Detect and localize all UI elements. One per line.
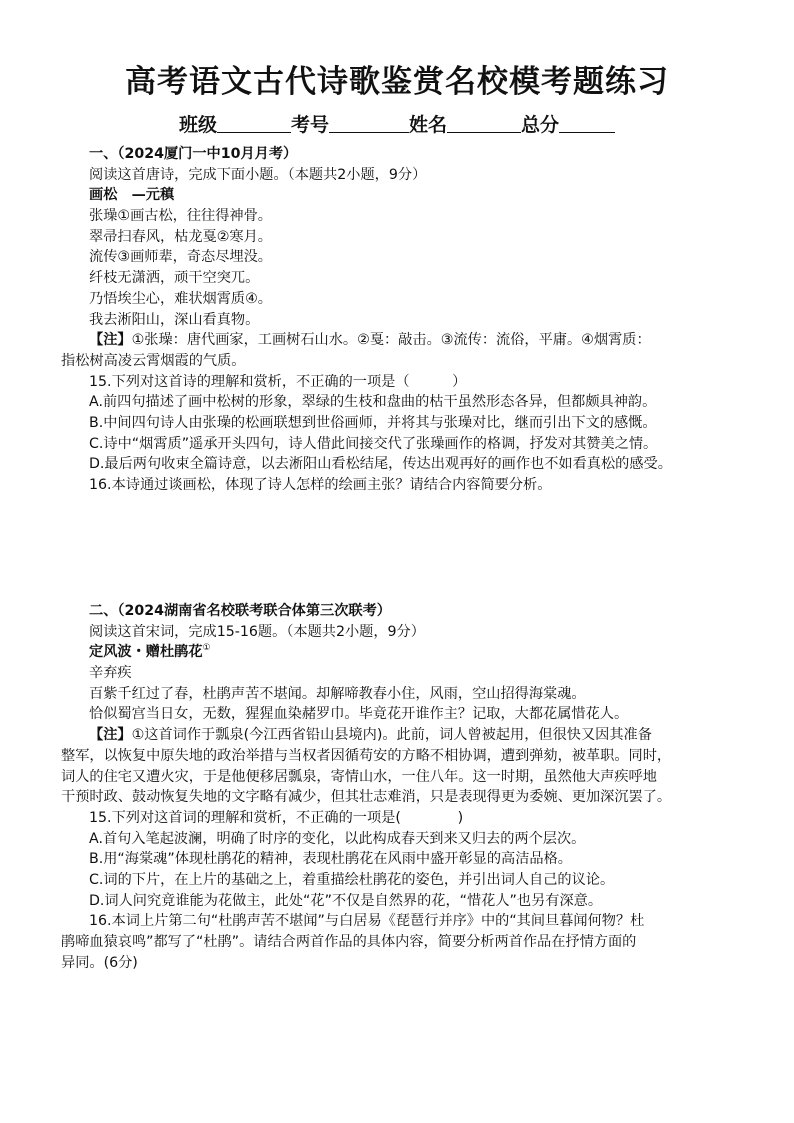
- note-text: ①张璪：唐代画家，工画树石山水。②戛：敲击。③流传：流俗，平庸。④烟霄质：: [131, 332, 651, 349]
- section-one: [61, 144, 741, 496]
- name-blank[interactable]: [447, 112, 521, 133]
- poem-title-line: [61, 642, 741, 663]
- question-16-continued: 鹃啼血猿哀鸣”都写了“杜鹃”。请结合两首作品的具体内容，简要分析两首作品在抒情方面的: [61, 934, 637, 950]
- annotation-line: 整军，以恢复中原失地的政治举措与当权者因循苟安的方略不相协调，遭到弹劾，被革职。同时，: [61, 747, 672, 764]
- section-intro: 阅读这首宋词，完成15-16题。（本题共2小题，9分）: [89, 623, 425, 640]
- note-label: 【注】: [89, 727, 132, 744]
- annotation-line: [61, 725, 741, 746]
- poem-line: 张璪①画古松，往往得神骨。: [89, 208, 272, 225]
- section-intro: 阅读这首唐诗，完成下面小题。（本题共2小题，9分）: [89, 166, 427, 183]
- poem-line: 百紫千红过了春，杜鹃声苦不堪闻。却解啼教春小住，风雨，空山招得海棠魂。: [89, 685, 586, 702]
- number-blank[interactable]: [329, 112, 409, 133]
- poem-line: 翠帚扫春风，枯龙戛②寒月。: [89, 228, 272, 245]
- poem-line: 我去淅阳山，深山看真物。: [89, 311, 260, 328]
- footnote-marker: ①: [202, 643, 211, 654]
- name-label: 姓名: [409, 114, 448, 136]
- note-label: 【注】: [89, 332, 132, 349]
- poem-author: 辛弃疾: [89, 665, 132, 682]
- option-a[interactable]: A.首句入笔起波澜，明确了时序的变化，以此构成春天到来又归去的两个层次。: [89, 830, 586, 847]
- annotation-line: 指松树高凌云霄烟霞的气质。: [61, 352, 246, 369]
- section-heading: 一、（2024厦门一中10月月考）: [89, 146, 298, 162]
- option-d[interactable]: D.最后两句收束全篇诗意，以去淅阳山看松结尾，传达出观再好的画作也不如看真松的感受。: [89, 456, 672, 473]
- option-b[interactable]: B.中间四句诗人由张璪的松画联想到世俗画师，并将其与张璪对比，继而引出下文的感慨。: [89, 414, 657, 431]
- option-a[interactable]: A.前四句描述了画中松树的形象，翠绿的生枝和盘曲的枯干虽然形态各异，但都颇具神韵。: [89, 394, 657, 411]
- annotation-line: 词人的住宅又遭火灾，于是他便移居瓢泉，寄情山水，一住八年。这一时期，虽然他大声疾呼地: [61, 768, 657, 785]
- student-info-line: [0, 112, 794, 138]
- section-two: [61, 601, 741, 973]
- poem-title: 定风波・赠杜鹃花: [89, 644, 203, 661]
- annotation-line: [61, 330, 741, 351]
- question-16-continued: 异同。(6分): [61, 954, 138, 971]
- score-label: 总分: [521, 114, 560, 136]
- question-16: 16.本诗通过谈画松，体现了诗人怎样的绘画主张？请结合内容简要分析。: [89, 477, 552, 493]
- question-16: 16.本词上片第二句“杜鹃声苦不堪闻”与白居易《琵琶行并序》中的“其间旦暮闻何物？杜: [89, 913, 645, 930]
- annotation-line: 干预时政、鼓动恢复失地的文字略有减少，但其壮志难消，只是表现得更为委婉、更加深沉罢了。: [61, 789, 672, 806]
- class-blank[interactable]: [217, 112, 291, 133]
- number-label: 考号: [290, 114, 329, 136]
- poem-line: 恰似蜀宫当日女，无数，猩猩血染赭罗巾。毕竟花开谁作主？记取，大都花属惜花人。: [89, 706, 629, 723]
- score-blank[interactable]: [559, 112, 615, 133]
- poem-title: 画松 —元稹: [89, 187, 175, 204]
- poem-line: 流传③画师辈，奇态尽埋没。: [89, 249, 272, 266]
- question-15: 15.下列对这首诗的理解和赏析，不正确的一项是（ ）: [89, 373, 467, 390]
- question-15: 15.下列对这首词的理解和赏析，不正确的一项是( ): [89, 809, 464, 826]
- option-d[interactable]: D.词人问究竟谁能为花做主，此处“花”不仅是自然界的花，“惜花人”也另有深意。: [89, 892, 603, 909]
- poem-line: 纤枝无潇洒，顽干空突兀。: [89, 270, 260, 287]
- option-c[interactable]: C.词的下片，在上片的基础之上，着重描绘杜鹃花的姿色，并引出词人自己的议论。: [89, 871, 615, 888]
- poem-line: 乃悟埃尘心，难状烟霄质④。: [89, 290, 272, 307]
- note-text: ①这首词作于瓢泉(今江西省铅山县境内)。此前，词人曾被起用，但很快又因其准备: [131, 727, 652, 744]
- section-heading: 二、（2024湖南省名校联考联合体第三次联考）: [89, 603, 391, 619]
- page-title: 高考语文古代诗歌鉴赏名校模考题练习: [125, 64, 669, 100]
- option-b[interactable]: B.用“海棠魂”体现杜鹃花的精神，表现杜鹃花在风雨中盛开彰显的高洁品格。: [89, 851, 572, 868]
- option-c[interactable]: C.诗中“烟霄质”遥承开头四句，诗人借此间接交代了张璪画作的格调，抒发对其赞美之情。: [89, 435, 658, 452]
- class-label: 班级: [178, 114, 217, 136]
